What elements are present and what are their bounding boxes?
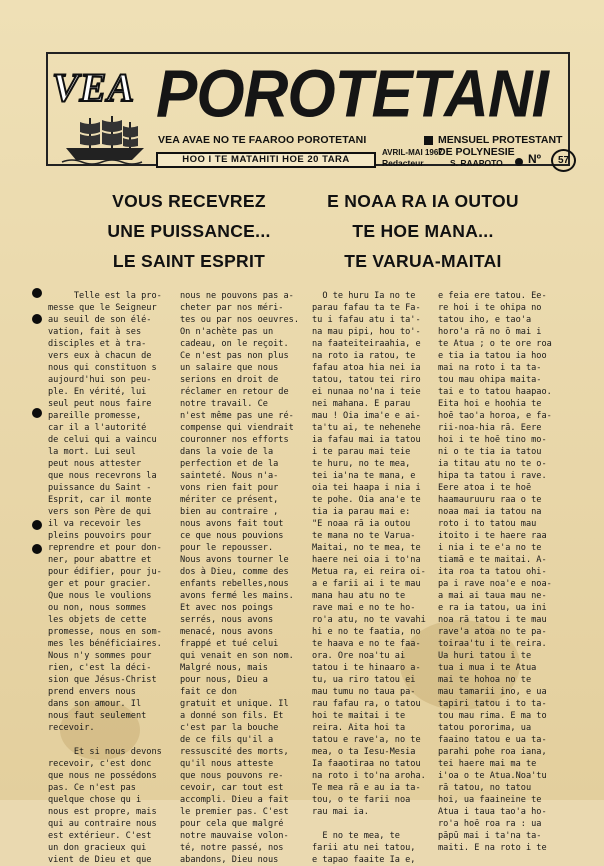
subscription-price: HOO I TE MATAHITI HOE 20 TARA [156, 152, 376, 168]
article-column-1: Telle est la pro- messe que le Seigneur au seuil de son élé- vation, fait à ses disciples et à tra- vers eux à chacun de nous qui constituon s aujourd'hui son peu- ple. En vérité, lui seul peut nous faire pareille promesse, car il a l'autorité de celui qui a vaincu la mort. Lui seul peut nous attester que nous recevrons la puissance du Saint - Esprit, car il monte vers son Père de qui il va recevoir les pleins pouvoirs pour reprendre et pour don- ner, pour abattre et pour édifier, pour ju- ger et pour gracier. Que nous le voulions ou non, nous sommes les objets de cette promesse, nous en som- mes les bénéficiaires. Nous n'y sommes pour rien, c'est la déci- sion que Jésus-Christ prend envers nous dans son amour. Il nous faut seulement recevoir. Et si nous devons recevoir, c'est donc que nous ne possédons pas. Ce n'est pas quelque chose qu i nous est propre, mais qui au contraire nous est extérieur. C'est un don gracieux qui vient de Dieu et que [48, 291, 162, 865]
punch-hole [32, 544, 42, 554]
issue-number-label: Nº [528, 152, 542, 166]
punch-hole [32, 520, 42, 530]
headline-tahitian: E NOAA RA IA OUTOU TE HOE MANA... TE VARUA-MAITAI [327, 191, 519, 271]
masthead-vea: VEA [52, 65, 136, 110]
editor-label: Redacteur [382, 158, 424, 168]
article-column-3: O te huru Ia no te parau fafau ta te Fa- tu i fafau atu i ta'- na mau pipi, hou to'- na faateiteiraahia, e na roto ia ratou, te fafau atoa hia nei ia tatou, tatou tei riro ei nunaa no'na i teie nei mahana. E parau mau ! Oia ima'e e ai- ta'tu ai, te nehenehe ia fafau mai ia tatou i te parau mai teie te huru, no te mea, tei ia'na te mana, e oia tei haapa i nia i te pohe. Oia ana'e te tia ia parau mai e: "E noaa rā ia outou te mana no te Varua- Maitai, no te mea, te haere nei oia i to'na Metua ra, ei reira oi- a e farii ai i te mau mana hau atu no te rave mai e no te ho- ro'a atu, no te vavahi hi e no te faatia, no te haava e no te faa- ora. Ore noa'tu ai tatou i te hinaaro a- tu, ua riro tatou ei mau tumu no taua pa- rau fafau ra, o tatou hoi te maitai i te reira. Aita hoi ta tatou e rave'a, no te mea, o ta Iesu-Mesia Ia faaotiraa no tatou na roto i to'na aroha. Te mea rā e au ia ta- tou, o te farii noa rau mai ia. E no te mea, te farii atu nei tatou, e tapao faaite Ia e, [312, 291, 426, 865]
headline-french: VOUS RECEVREZ UNE PUISSANCE... LE SAINT ESPRIT [107, 191, 271, 271]
masthead [46, 52, 570, 166]
separator-square [424, 136, 433, 145]
masthead-subtitle-tahitian: VEA AVAE NO TE FAAROO POROTETANI [158, 134, 367, 146]
issue-date: AVRIL-MAI 1967 [382, 148, 443, 157]
masthead-subtitle-french: MENSUEL PROTESTANT DE POLYNESIE [438, 134, 563, 158]
article-column-2: nous ne pouvons pas a- cheter par nos méri- tes ou par nos oeuvres. On n'achète pas un cadeau, on le reçoit. Ce n'est pas non plus un salaire que nous serions en droit de réclamer en retour de notre travail. Ce n'est même pas une ré- compense qui viendrait couronner nos efforts dans la voie de la perfection et de la sainteté. Nous n'a- vons rien fait pour mériter ce présent, bien au contraire , nous avons fait tout ce que nous pouvions pour le repousser. Nous avons tourner le dos à Dieu, comme des enfants rebelles,nous avons fermé les mains. Et avec nos poings serrés, nous avons menacé, nous avons frappé et tué celui qui venait en son nom. Malgré nous, mais pour nous, Dieu a fait ce don gratuit et unique. Il a donné son fils. Et c'est par la bouche de ce fils qu'il a ressuscité des morts, qu'il nous atteste que nous pouvons re- cevoir, car tout est accompli. Dieu a fait le premier pas. C'est pour cela que malgré notre mauvaise volon- té, notre passé, nos abandons, Dieu nous [180, 291, 299, 865]
article-column-4: e feia ere tatou. Ee- re hoi i te ohipa no tatou iho, e tao'a horo'a rā no ō mai i te Atua ; o te ore roa e tia ia tatou ia hoo mai na roto i ta ta- tou mau ohipa maita- tai e to tatou haapao. Eita hoi e hoohia te hoē tao'a horoa, e fa- rii-noa-hia rā. Eere hoi i te hoē tino mo- ni o te tia ia tatou ia titau atu no te o- hipa ta tatou i rave. Eere atoa i te hoē haamauruuru raa o te noaa mai ia tatou na roto i to tatou mau itoito i te haere raa i nia i te e'a no te tiamā e te maitai. A- ita roa ta tatou ohi- pa i rave noa'e e noa- a mai ai taua mau ne- e ra ia tatou, ua ini noa rā tatou i te mau rave'a atoa no te pa- toiraa'tu i te reira. Ua huri tatou i te tua i mua i te Atua mai te hohoa no te mau tamarii ino, e ua tapiri tatou i to ta- tou mau rima. E ma to tatou pororima, ua faaino tatou e ua ta- parahi pohe roa iana, tei haere mai ma te i'oa o te Atua.Noa'tu rā tatou, no tatou hoi, ua faaineine te Atua i taua tao'a ho- ro'a hoē roa ra : ua pāpū mai i ta'na ta- maiti. E na roto i te [438, 291, 552, 853]
masthead-title: POROTETANI [156, 57, 548, 132]
editor-name: S. RAAPOTO [450, 158, 503, 168]
punch-hole [32, 314, 42, 324]
punch-hole [32, 408, 42, 418]
punch-hole [32, 288, 42, 298]
sailing-ship-icon [60, 114, 152, 164]
bullet-dot [515, 158, 523, 166]
issue-number: 57 [551, 149, 576, 172]
